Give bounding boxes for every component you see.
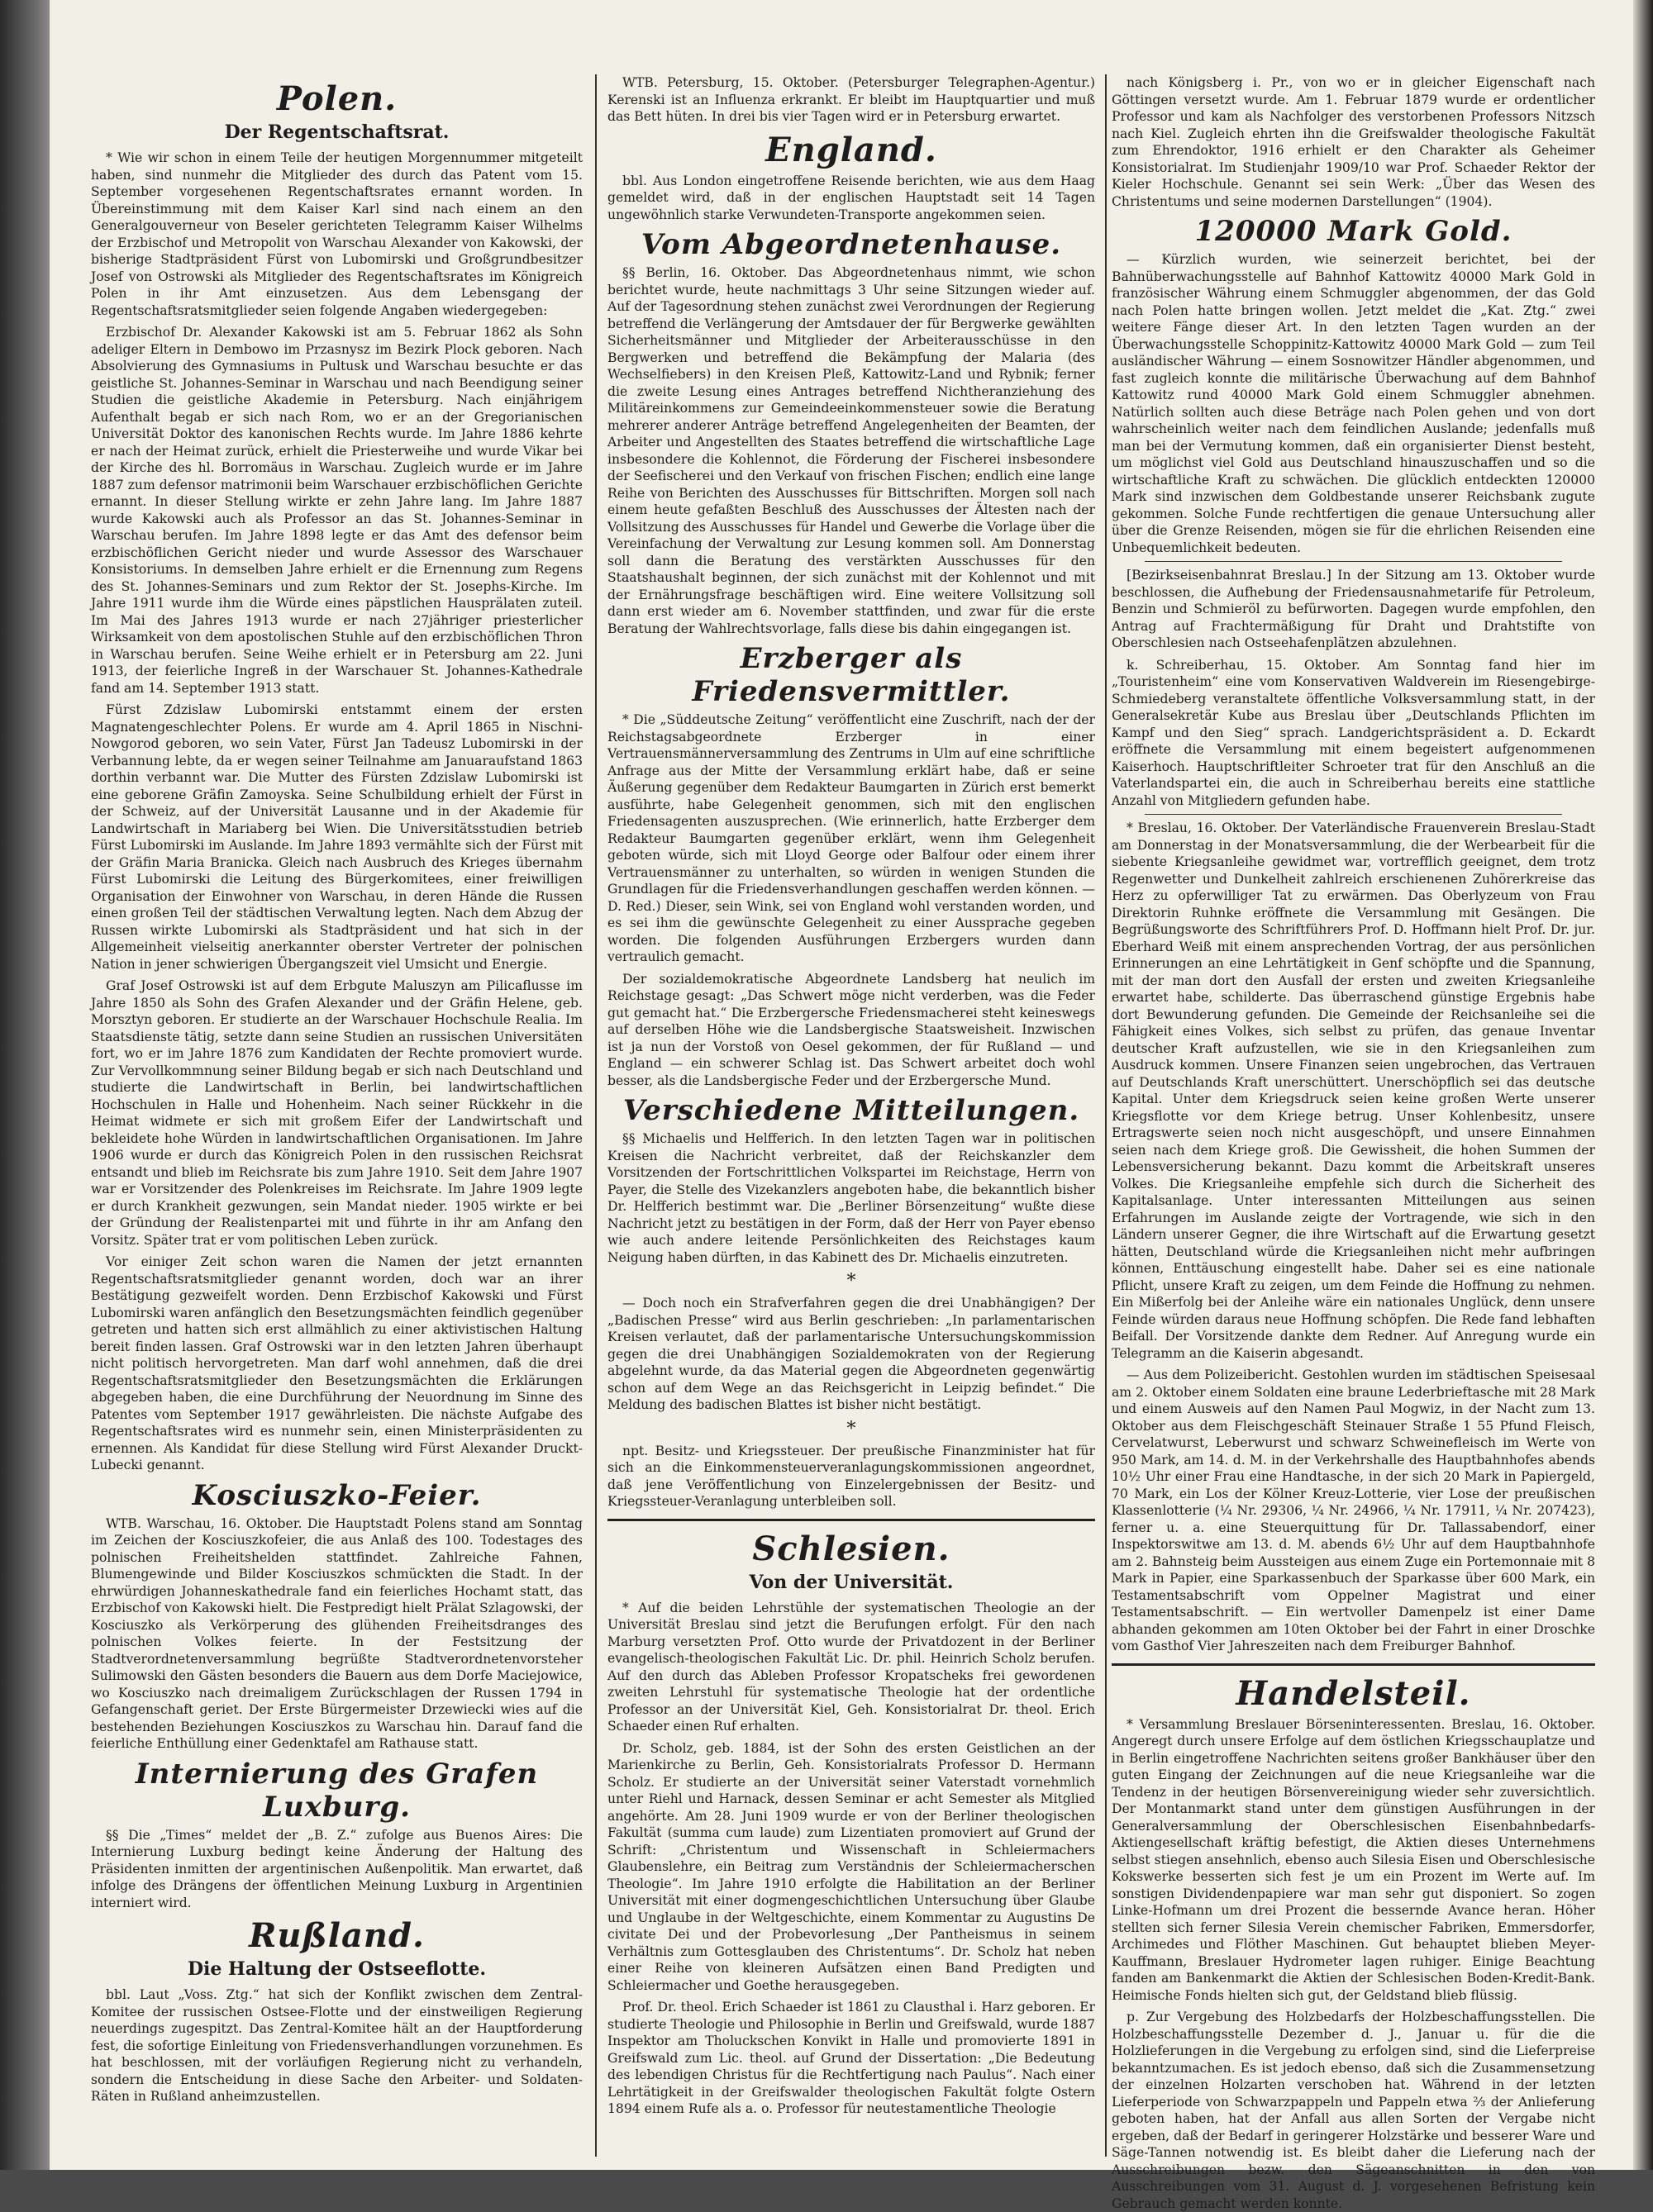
article-paragraph: bbl. Laut „Voss. Ztg.“ hat sich der Konflikt zwischen dem Zentral-Komitee der russischen Ostsee-Flotte und der einstweiligen Regierung neuerdings zugespitzt. Das Zentral-Komitee hält an der Hauptforderung fest, die sofortige Einleitung von Friedensverhandlungen vorzunehmen. Es hat beschlossen, mit der vorläufigen Regierung nicht zu verhandeln, sondern die Entscheidung in diese Sache den Arbeiter- und Soldaten-Räten in Rußland anheimzustellen. xyxy=(91,1987,583,2104)
article-paragraph: — Aus dem Polizeibericht. Gestohlen wurden im städtischen Speisesaal am 2. Oktober einem Soldaten eine braune Lederbrieftasche mit 28 Mark und einem Ausweis auf den Namen Paul Mogwiz, in der Nacht zum 13. Oktober aus dem Fleischgeschäft Steinauer Straße 1 55 Pfund Fleisch, Cervelatwurst, Leberwurst und schwarz Schweinefleisch im Werte von 950 Mark, am 14. d. M. in der Verkehrshalle des Hauptbahnhofes abends 10½ Uhr einer Frau eine Handtasche, in der sich 20 Mark in Papiergeld, 70 Mark, ein Los der Kölner Kreuz-Lotterie, vier Lose der preußischen Klassenlotterie (¼ Nr. 29306, ¼ Nr. 24966, ¼ Nr. 17911, ¼ Nr. 207423), ferner u. a. eine Steuerquittung für Dr. Tallassabendorf, einer Inspektorswitwe am 13. d. M. abends 6½ Uhr auf dem Hauptbahnhofe am 2. Bahnsteig beim Aussteigen aus einem Zuge ein Portemonnaie mit 8 Mark in Papier, eine Sparkassenbuch der Sparkasse über 600 Mark, ein Testamentsabschrift vom Oppelner Magistrat und einer Testamentsabschrift. — Ein wertvoller Damenpelz ist einer Dame abhanden gekommen am 10ten Oktober bei der Fahrt in einer Droschke vom Gasthof Vier Jahreszeiten nach dem Freiburger Bahnhof. xyxy=(1112,1368,1595,1653)
article-paragraph: k. Schreiberhau, 15. Oktober. Am Sonntag fand hier im „Touristenheim“ eine vom Konservativen Waldverein im Riesengebirge-Schmiedeberg veranstaltete öffentliche Volksversammlung statt, in der Generalsekretär Kube aus Breslau über „Deutschlands Pflichten im Kampf und den Sieg“ sprach. Landgerichtspräsident a. D. Eckardt eröffnete die Versammlung mit einem begeistert aufgenommenen Kaiserhoch. Hauptschriftleiter Schroeter trat für den Anschluß an die Vaterlandspartei ein, die auch in Schreiberhau bereits eine stattliche Anzahl von Mitgliedern gefunden habe. xyxy=(1112,657,1595,808)
article-paragraph: Fürst Zdzislaw Lubomirski entstammt einem der ersten Magnatengeschlechter Polens. Er wurde am 4. April 1865 in Nischni-Nowgorod geboren, wo sein Vater, Fürst Jan Tadeusz Lubomirski in der Verbannung lebte, da er wegen seiner Teilnahme am Januaraufstand 1863 dorthin verbannt war. Die Mutter des Fürsten Zdzislaw Lubomirski ist eine geborene Gräfin Zamoyska. Seine Schulbildung erhielt der Fürst in der Schweiz, auf der Universität Lausanne und in der Akademie für Landwirtschaft in Mariaberg bei Wien. Die Universitätsstudien betrieb Fürst Lubomirski im Auslande. Im Jahre 1893 vermählte sich der Fürst mit der Gräfin Maria Branicka. Gleich nach Ausbruch des Krieges übernahm Fürst Lubomirski die Leitung des Bürgerkomitees, einer freiwilligen Organisation der Einwohner von Warschau, in deren Hände die Russen einen großen Teil der städtischen Verwaltung legten. Nach dem Abzug der Russen wirkte Lubomirski als Stadtpräsident und hat sich in der Allgemeinheit vielseitig anerkannter oberster Vertreter der polnischen Nation in jener schwierigen Übergangszeit viel Umsicht und Energie. xyxy=(91,702,583,972)
article-rule xyxy=(1145,814,1562,815)
article-paragraph: * Wie wir schon in einem Teile der heutigen Morgennummer mitgeteilt haben, sind nunmehr die Mitglieder des durch das Patent vom 15. September vorgesehenen Regentschaftsrates ernannt worden. In Übereinstimmung mit dem Kaiser Karl sind nach einem an den Generalgouverneur von Beseler gerichteten Telegramm Kaiser Wilhelms der Erzbischof und Metropolit von Warschau Alexander von Kakowski, der bisherige Stadtpräsident Fürst von Lubomirski und Großgrundbesitzer Josef von Ostrowski als Mitglieder des Regentschaftsrates im Königreich Polen in ihr Amt einzusetzen. Aus dem Lebensgang der Regentschaftsratsmitglieder seien folgende Angaben wiedergegeben: xyxy=(91,150,583,318)
subheadline-ostseeflotte: Die Haltung der Ostseeflotte. xyxy=(187,1958,487,1980)
article-paragraph: WTB. Warschau, 16. Oktober. Die Hauptstadt Polens stand am Sonntag im Zeichen der Kosciuszkofeier, die aus Anlaß des 100. Todestages des polnischen Freiheitshelden stattfindet. Zahlreiche Fahnen, Blumengewinde und Bilder Kosciuszkos schmückten die Stadt. In der ehrwürdigen Johanneskathedrale fand ein feierliches Hochamt statt, das Erzbischof von Kakowski hielt. Die Festpredigt hielt Prälat Szlagowski, der Kosciuszko als Verkörperung des glühenden Freiheitsdranges des polnischen Volkes feierte. In der Festsitzung der Stadtverordnetenversammlung begrüßte Stadtverordnetenvorsteher Sulimowski den Gästen besonders die Bauern aus dem Dorfe Maciejowice, wo Kosciuszko nach dreimaligem Zurückschlagen der Russen 1794 in Gefangenschaft geriet. Der Erste Bürgermeister Drzewiecki wies auf die bestehenden Beziehungen Kosciuszkos zu Warschau hin. Darauf fand die feierliche Enthüllung einer Gedenktafel am Rathause statt. xyxy=(91,1515,583,1751)
headline-gold: 120000 Mark Gold. xyxy=(1194,215,1512,248)
headline-abgeordnetenhaus: Vom Abgeordnetenhause. xyxy=(641,228,1062,261)
section-rule xyxy=(1112,1663,1595,1666)
column-left xyxy=(91,74,583,2157)
article-paragraph: * Breslau, 16. Oktober. Der Vaterländische Frauenverein Breslau-Stadt am Donnerstag in der Monatsversammlung, die der Werbearbeit für die siebente Kriegsanleihe gewidmet war, vortrefflich geeignet, dem trotz Regenwetter und Dunkelheit zahlreich erschienenen Zuhörerkreise das Herz zu opferwilliger Tat zu erwärmen. Das Oberlyzeum von Frau Direktorin Ruhnke eröffnete die Versammlung mit Gesängen. Die Begrüßungsworte des Schriftführers Prof. D. Hoffmann hielt Prof. Dr. jur. Eberhard Weiß mit einem ansprechenden Vortrag, der aus persönlichen Erinnerungen an eine Lehrtätigkeit in Genf schöpfte und die Spannung, mit der man dort den Ausfall der ersten und zweiten Kriegsanleihe erwartet habe, schilderte. Das überraschend günstige Ergebnis habe dort Bewunderung gefunden. Die Gemeinde der Reichsanleihe sei die Fähigkeit eines Volkes, sich selbst zu prüfen, das genaue Inventar deutscher Kraft aufzustellen, wie sie in den Kriegsanleihen zum Ausdruck kommen. Unsere Finanzen seien ungebrochen, das Vertrauen auf Deutschlands Kraft unerschüttert. Unerschöpflich sei das deutsche Kapital. Unter dem Kriegsdruck seien keine großen Werte unserer Kriegsflotte vor dem Kriege betrug. Unser Kohlenbesitz, unsere Ertragswerte seien noch nicht ausgeschöpft, und unsere Einnahmen seien nach dem Kriege groß. Die Gewissheit, die hohen Summen der Lebensversicherung bekannt. Dazu kommt die Arbeitskraft unseres Volkes. Die Kriegsanleihe empfehle sich durch die Sicherheit des Kapitalsanlage. Unter interessanten Mitteilungen aus seinen Erfahrungen im Auslande zeigte der Vortragende, wie sich in den Ländern unserer Gegner, die ihre Wirtschaft auf die Erwartung gesetzt hätten, Deutschland würde die Kriegsanleihen nicht mehr aufbringen können, Enttäuschung eingestellt habe. Daher sei es eine nationale Pflicht, unsere Kraft zu zeigen, um dem Feinde die Hoffnung zu nehmen. Ein Mißerfolg bei der Anleihe wäre ein nationales Unglück, denn unsere Feinde würden daraus neue Hoffnung schöpfen. Die Rede fand lebhaften Beifall. Der Vorsitzende dankte dem Redner. Auf Anregung wurde ein Telegramm an die Kaiserin abgesandt. xyxy=(1112,821,1595,1361)
section-rule xyxy=(607,1519,1095,1521)
article-paragraph: Vor einiger Zeit schon waren die Namen der jetzt ernannten Regentschaftsratsmitglieder genannt worden, doch war an ihrer Bestätigung gezweifelt worden. Denn Erzbischof Kakowski und Fürst Lubomirski waren anfänglich den Besetzungsmächten feindlich gegenüber getreten und hatten sich erst allmählich zu einer aktivistischen Haltung bereit finden lassen. Graf Ostrowski war in den letzten Jahren überhaupt nicht politisch hervorgetreten. Man darf wohl annehmen, daß die drei Regentschaftsratsmitglieder den Besetzungsmächten die Erklärungen abgegeben haben, die eine Durchführung der Neuordnung im Sinne des Patentes vom September 1917 gewährleisten. Die nächste Aufgabe des Regentschaftsrates wird es nunmehr sein, einen Ministerpräsidenten zu ernennen. Als Kandidat für diese Stellung wird Fürst Alexander Druckt-Lubecki genannt. xyxy=(91,1254,583,1472)
headline-handelsteil: Handelsteil. xyxy=(1236,1673,1471,1713)
article-paragraph: * Auf die beiden Lehrstühle der systematischen Theologie an der Universität Breslau sind jetzt die Berufungen erfolgt. Für den nach Marburg versetzten Prof. Otto wurde der Privatdozent in der Berliner evangelisch-theologischen Fakultät Lic. Dr. phil. Heinrich Scholz berufen. Auf den durch das Ableben Professor Kropatscheks frei gewordenen zweiten Lehrstuhl für systematische Theologie hat der ordentliche Professor an der Universität Kiel, Geh. Konsistorialrat Dr. theol. Erich Schaeder einen Ruf erhalten. xyxy=(607,1600,1095,1734)
article-paragraph: npt. Besitz- und Kriegssteuer. Der preußische Finanzminister hat für sich an die Einkommensteuerveranlagungskommissionen angeordnet, daß jene Veröffentlichung von Einzelergebnissen der Besitz- und Kriegssteuer-Veranlagung unterbleiben soll. xyxy=(607,1443,1095,1509)
article-paragraph: §§ Michaelis und Helfferich. In den letzten Tagen war in politischen Kreisen die Nachricht verbreitet, daß der Reichskanzler dem Vorsitzenden der Fortschrittlichen Volkspartei im Reichstage, Herrn von Payer, die Stelle des Vizekanzlers angeboten habe, die bekanntlich bisher Dr. Helfferich bestimmt war. Die „Berliner Börsenzeitung“ wußte diese Nachricht jetzt zu bestätigen in der Form, daß der Herr von Payer ebenso wie auch andere leitende Persönlichkeiten des Reichstages kaum Neigung haben dürften, in das Kabinett des Dr. Michaelis einzutreten. xyxy=(607,1131,1095,1265)
article-paragraph: Prof. Dr. theol. Erich Schaeder ist 1861 zu Clausthal i. Harz geboren. Er studierte Theologie und Philosophie in Berlin und Greifswald, wurde 1887 Inspektor am Tholuckschen Konvikt in Halle und promovierte 1891 in Greifswald zum Lic. theol. auf Grund der Dissertation: „Die Bedeutung des lebendigen Christus für die Rechtfertigung nach Paulus“. Nach einer Lehrtätigkeit in der Greifswalder theologischen Fakultät folgte Ostern 1894 einem Rufe als a. o. Professor für neutestamentliche Theologie xyxy=(607,2000,1095,2116)
article-paragraph: Der sozialdemokratische Abgeordnete Landsberg hat neulich im Reichstage gesagt: „Das Schwert möge nicht verderben, was die Feder gut gemacht hat.“ Die Erzbergersche Friedensmacherei steht keineswegs auf derselben Höhe wie die Landsbergische Staatsweisheit. Inzwischen ist ja nun der Vorstoß von Oesel gekommen, der für Rußland — und England — ein schwerer Schlag ist. Das Schwert arbeitet doch wohl besser, als die Landsbergische Feder und der Erzbergersche Mund. xyxy=(607,971,1095,1088)
book-spine-shadow xyxy=(0,0,50,2170)
article-paragraph: — Kürzlich wurden, wie seinerzeit berichtet, bei der Bahnüberwachungsstelle auf Bahnhof Kattowitz 40000 Mark Gold in französischer Währung einem Schmuggler abgenommen, der das Gold nach Polen hatte bringen wollen. Jetzt meldet die „Kat. Ztg.“ zwei weitere Fänge dieser Art. In den letzten Tagen wurden an der Überwachungsstelle Schoppinitz-Kattowitz 40000 Mark Gold — zum Teil ausländischer Währung — einem Sosnowitzer Händler abgenommen, und fast zugleich konnte die militärische Überwachung auf dem Bahnhof Kattowitz rund 40000 Mark Gold einem Schmuggler abnehmen. Natürlich sollten auch diese Beträge nach Polen gehen und von dort wahrscheinlich weiter nach dem feindlichen Auslande; jedenfalls muß man bei der Vermutung kommen, daß ein organisierter Dienst besteht, um möglichst viel Gold aus Deutschland hinauszuschaffen und so die wirtschaftliche Kraft zu schwächen. Die glücklich entdeckten 120000 Mark sind inzwischen dem Goldbestande unserer Reichsbank zugute gekommen. Solche Funde rechtfertigen die genaue Untersuchung aller über die Grenze Reisenden, mögen sie für die ehrlichen Reisenden eine Unbequemlichkeit bedeuten. xyxy=(1112,252,1595,555)
article-paragraph: §§ Berlin, 16. Oktober. Das Abgeordnetenhaus nimmt, wie schon berichtet wurde, heute nachmittags 3 Uhr seine Sitzungen wieder auf. Auf der Tagesordnung stehen zunächst zwei Verordnungen der Regierung betreffend die Verlängerung der Amtsdauer der für Bergwerke gewählten Sicherheitsmänner und Mitglieder der Arbeiterausschüsse in den Bergwerken und betreffend die Bekämpfung der Malaria (des Wechselfiebers) in den Kreisen Pleß, Kattowitz-Land und Rybnik; ferner die zweite Lesung eines Antrages betreffend Nichtheranziehung des Militäreinkommens zur Gemeindeeinkommensteuer sowie die Beratung mehrerer anderer Anträge betreffend Angelegenheiten der Beamten, der Arbeiter und Angestellten des Staates betreffend die wirtschaftliche Lage insbesondere die Kohlennot, die Förderung der Fischerei insbesondere der Seefischerei und den Verkauf von frischen Fischen; endlich eine lange Reihe von Berichten des Ausschusses für Bittschriften. Morgen soll nach einem heute gefaßten Beschluß des Ausschusses der Ältesten nach der Vollsitzung des Ausschusses für Handel und Gewerbe die Vorlage über die Vereinfachung der Verwaltung zur Lesung kommen soll. Am Donnerstag soll dann die Beratung des verstärkten Ausschusses für den Staatshaushalt beginnen, der sich zunächst mit der Kohlennot und mit der Ernährungsfrage beschäftigen wird. Eine weitere Vollsitzung soll dann erst wieder am 6. November stattfinden, und zwar für die erste Beratung der Wahlrechtsvorlage, falls diese bis dahin eingegangen ist. xyxy=(607,265,1095,636)
article-paragraph: * Die „Süddeutsche Zeitung“ veröffentlicht eine Zuschrift, nach der der Reichstagsabgeordnete Erzberger in einer Vertrauensmännerversammlung des Zentrums in Ulm auf eine schriftliche Anfrage aus der Mitte der Versammlung erklärt habe, daß er seine Äußerung gegenüber dem Redakteur Baumgarten in Zürich erst bemerkt ausführte, habe Gelegenheit genommen, sich mit den englischen Friedensagenten auszusprechen. (Wie erinnerlich, hatte Erzberger dem Redakteur Baumgarten gegenüber erklärt, wenn ihm Gelegenheit geboten würde, sich mit Lloyd George oder Balfour oder einem ihrer Vertrauensmänner zu unterhalten, so würden in wenigen Stunden die Grundlagen für die Friedensverhandlungen geschaffen werden können. — D. Red.) Dieser, sein Wink, sei von England wohl verstanden worden, und es sei ihm die gewünschte Gelegenheit zu einer Aussprache gegeben worden. Die folgenden Ausführungen Erzbergers wurden dann vertraulich gemacht. xyxy=(607,712,1095,964)
article-paragraph: bbl. Aus London eingetroffene Reisende berichten, wie aus dem Haag gemeldet wird, daß in der englischen Hauptstadt seit 14 Tagen ungewöhnlich starke Verwundeten-Transporte angekommen seien. xyxy=(607,173,1095,222)
page-edge-shadow xyxy=(1633,0,1653,2170)
headline-england: England. xyxy=(765,130,937,169)
article-paragraph: §§ Die „Times“ meldet der „B. Z.“ zufolge aus Buenos Aires: Die Internierung Luxburg bedingt keine Änderung der Haltung des Präsidenten inmitten der argentinischen Außenpolitik. Man erwartet, daß infolge des Drängens der öffentlichen Meinung Luxburg in Argentinien interniert wird. xyxy=(91,1827,583,1910)
article-paragraph: p. Zur Vergebung des Holzbedarfs der Holzbeschaffungsstellen. Die Holzbeschaffungsstelle Dezember d. J., Januar u. für die die Holzlieferungen in die Vergebung zu erfolgen sind, sind die Lieferpreise bekanntzumachen. Es ist jedoch ebenso, daß sich die Zusammensetzung der einzelnen Holzarten verschoben hat. Während in der letzten Lieferperiode von Schwarzpappeln und Pappeln etwa ⅔ der Anlieferung geboten haben, hat der Anfall aus allen Sorten der Vergabe nicht ergeben, daß der Bedarf in geringerer Holzstärke und besserer Ware und Säge-Tannen notwendig ist. Es bleibt daher die Lieferung nach der Ausschreibungen bezw. den Sägeanschnitten in den von Ausschreibungen vom 31. August d. J. vorgesehenen Befristung kein Gebrauch gemacht werden konnte. xyxy=(1112,2010,1595,2211)
headline-polen: Polen. xyxy=(276,79,398,118)
article-paragraph: * Versammlung Breslauer Börseninteressenten. Breslau, 16. Oktober. Angeregt durch unsere Erfolge auf dem östlichen Kriegsschauplatze und in Berlin eingetroffene Nachrichten seitens großer Bankhäuser über den guten Eingang der Zeichnungen auf die neue Kriegsanleihe war die Tendenz in der heutigen Börsenvereinigung wieder sehr zuversichtlich. Der Montanmarkt stand unter dem günstigen Ausführungen in der Generalversammlung der Oberschlesischen Eisenbahnbedarfs-Aktiengesellschaft kräftig befestigt, die Aktien dieses Unternehmens selbst stiegen ansehnlich, ebenso auch Silesia Eisen und Oberschlesische Kokswerke besserten sich fest je um ein Prozent im Werte auf. Im sonstigen Dividendenpapiere war man sehr gut disponiert. So zogen Linke-Hofmann um drei Prozent die bessernde Avance heran. Höher stellten sich ferner Silesia Verein chemischer Fabriken, Emmersdorfer, Archimedes und Flöther Maschinen. Gut behauptet blieben Meyer-Kauffmann, Breslauer Hydrometer lagen ruhiger. Einige Beachtung fanden am Bankenmarkt die Aktien der Schlesischen Boden-Kredit-Bank. Heimische Fonds hielten sich gut, der Geldstand blieb flüssig. xyxy=(1112,1716,1595,2003)
article-rule xyxy=(1145,561,1562,562)
headline-kosciuszko: Kosciuszko-Feier. xyxy=(192,1478,482,1512)
subheadline-universitaet: Von der Universität. xyxy=(749,1571,954,1593)
article-paragraph: Erzbischof Dr. Alexander Kakowski ist am 5. Februar 1862 als Sohn adeliger Eltern in Dembowo im Przasnysz im Bezirk Plock geboren. Nach Absolvierung des Gymnasiums in Pultusk und Warschau besuchte er das geistliche St. Johannes-Seminar in Warschau und nach Beendigung seiner Studien die geistliche Akademie in Petersburg. Nach einjährigem Aufenthalt begab er sich nach Rom, wo er an der Gregorianischen Universität Doktor des kanonischen Rechts wurde. Im Jahre 1886 kehrte er nach der Heimat zurück, erhielt die Priesterweihe und wurde Vikar bei der Kirche des hl. Borromäus in Warschau. Zugleich wurde er im Jahre 1887 zum defensor matrimonii beim Warschauer erzbischöflichen Gerichte ernannt. In dieser Stellung wirkte er zehn Jahre lang. Im Jahre 1887 wurde Kakowski auch als Professor an das St. Johannes-Seminar in Warschau berufen. Im Jahre 1898 legte er das Amt des defensor beim erzbischöflichen Gericht nieder und wurde Assessor des Warschauer Konsistoriums. In demselben Jahre erhielt er die Ernennung zum Regens des St. Johannes-Seminars und zum Rektor der St. Josephs-Kirche. Im Jahre 1911 wurde ihm die Würde eines päpstlichen Hausprälaten zuteil. Im Mai des Jahres 1913 wurde er nach 27jähriger priesterlicher Wirksamkeit von dem apostolischen Stuhle auf den erzbischöflichen Thron in Warschau berufen. Seine Weihe erhielt er in Petersburg am 22. Juni 1913, der feierliche Ingreß in der Warschauer St. Johannes-Kathedrale fand am 14. September 1913 statt. xyxy=(91,325,583,696)
headline-mitteilungen: Verschiedene Mitteilungen. xyxy=(622,1094,1080,1127)
article-paragraph: [Bezirkseisenbahnrat Breslau.] In der Sitzung am 13. Oktober wurde beschlossen, die Aufhebung der Friedensausnahmetarife für Petroleum, Benzin und Schmieröl zu befürworten. Dagegen wurde empfohlen, den Antrag auf Frachtermäßigung für Draht und Drahtstifte von Oberschlesien nach Ostseehafenplätzen abzulehnen. xyxy=(1112,568,1595,650)
column-middle xyxy=(607,74,1095,2157)
asterisk-divider-icon: * xyxy=(846,1418,856,1439)
article-paragraph: — Doch noch ein Strafverfahren gegen die drei Unabhängigen? Der „Badischen Presse“ wird aus Berlin geschrieben: „In parlamentarischen Kreisen verlautet, daß der parlamentarische Untersuchungskommission gegen die drei Unabhängigen Sozialdemokraten von der Regierung abgelehnt wurde, da das Material gegen die Abgeordneten gegenwärtig schon auf dem Wege an das Reichsgericht in Leipzig befindet.“ Die Meldung des badischen Blattes ist bisher nicht bestätigt. xyxy=(607,1296,1095,1412)
column-rule xyxy=(595,74,597,2157)
headline-erzberger: Erzberger als Friedensvermittler. xyxy=(692,642,1011,708)
column-rule xyxy=(1105,74,1107,2157)
article-paragraph: WTB. Petersburg, 15. Oktober. (Petersburger Telegraphen-Agentur.) Kerenski ist an Influenza erkrankt. Er bleibt im Hauptquartier und muß das Bett hüten. In drei bis vier Tagen wird er in Petersburg erwartet. xyxy=(607,75,1095,124)
article-paragraph: Dr. Scholz, geb. 1884, ist der Sohn des ersten Geistlichen an der Marienkirche zu Berlin, Geh. Konsistorialrats Professor D. Hermann Scholz. Er studierte an der Universität seiner Vaterstadt vornehmlich unter Riehl und Harnack, dessen Seminar er acht Semester als Mitglied angehörte. Am 28. Juni 1909 wurde er von der Berliner theologischen Fakultät (summa cum laude) zum Lizentiaten promoviert auf Grund der Schrift: „Christentum und Wissenschaft in Schleiermachers Glaubenslehre, ein Beitrag zum Verständnis der Schleiermacherschen Theologie“. Im Jahre 1910 erfolgte die Habilitation an der Berliner Universität mit einer dogmengeschichtlichen Untersuchung über Glaube und Unglaube in der Weltgeschichte, einem Kommentar zu Augustins De civitate Dei und der Probevorlesung „Der Pantheismus in seinem Verhältnis zum Gottesglauben des Christentums“. Dr. Scholz hat neben einer Reihe von kleineren Aufsätzen einen Band Predigten und Schleiermacher und Goethe herausgegeben. xyxy=(607,1740,1095,1993)
column-right xyxy=(1112,74,1595,2211)
headline-schlesien: Schlesien. xyxy=(752,1529,950,1568)
article-paragraph: nach Königsberg i. Pr., von wo er in gleicher Eigenschaft nach Göttingen versetzt wurde. Am 1. Februar 1879 wurde er ordentlicher Professor und kam als Nachfolger des verstorbenen Professors Nitzsch nach Kiel. Zugleich ehrten ihn die Greifswalder theologische Fakultät zum Ehrendoktor, 1916 erhielt er den Charakter als Geheimer Konsistorialrat. Im Studienjahr 1909/10 war Prof. Schaeder Rektor der Kieler Hochschule. Genannt sei sein Werk: „Über das Wesen des Christentums und seine modernen Darstellungen“ (1904). xyxy=(1112,75,1595,209)
headline-russland: Rußland. xyxy=(249,1916,425,1955)
subheadline-regentschaftsrat: Der Regentschaftsrat. xyxy=(224,121,450,143)
headline-luxburg: Internierung des Grafen Luxburg. xyxy=(135,1757,539,1824)
article-paragraph: Graf Josef Ostrowski ist auf dem Erbgute Maluszyn am Pilicaflusse im Jahre 1850 als Sohn des Grafen Alexander und der Gräfin Helene, geb. Morsztyn geboren. Er studierte an der Warschauer Hochschule Realia. Im Staatsdienste tätig, setzte dann seine Studien an russischen Universitäten fort, wo er im Jahre 1876 zum Kandidaten der Rechte promoviert wurde. Zur Vervollkommnung seiner Bildung begab er sich nach Deutschland und studierte die Landwirtschaft in Berlin, bei landwirtschaftlichen Hochschulen in Halle und Hohenheim. Nach seiner Rückkehr in die Heimat widmete er sich mit großem Eifer der Landwirtschaft und bekleidete hohe Würden in landwirtschaftlichen Organisationen. Im Jahre 1906 wurde er durch das Königreich Polen in den russischen Reichsrat entsandt und blieb im Reichsrate bis zum Jahre 1910. Seit dem Jahre 1907 war er Vorsitzender des Polenkreises im Reichsrate. Im Jahre 1909 legte er durch Krankheit gezwungen, sein Mandat nieder. 1905 wirkte er bei der Gründung der Realistenpartei mit und führte in ihr am Anfang den Vorsitz. Später trat er vom politischen Leben zurück. xyxy=(91,978,583,1248)
asterisk-divider-icon: * xyxy=(846,1271,856,1292)
